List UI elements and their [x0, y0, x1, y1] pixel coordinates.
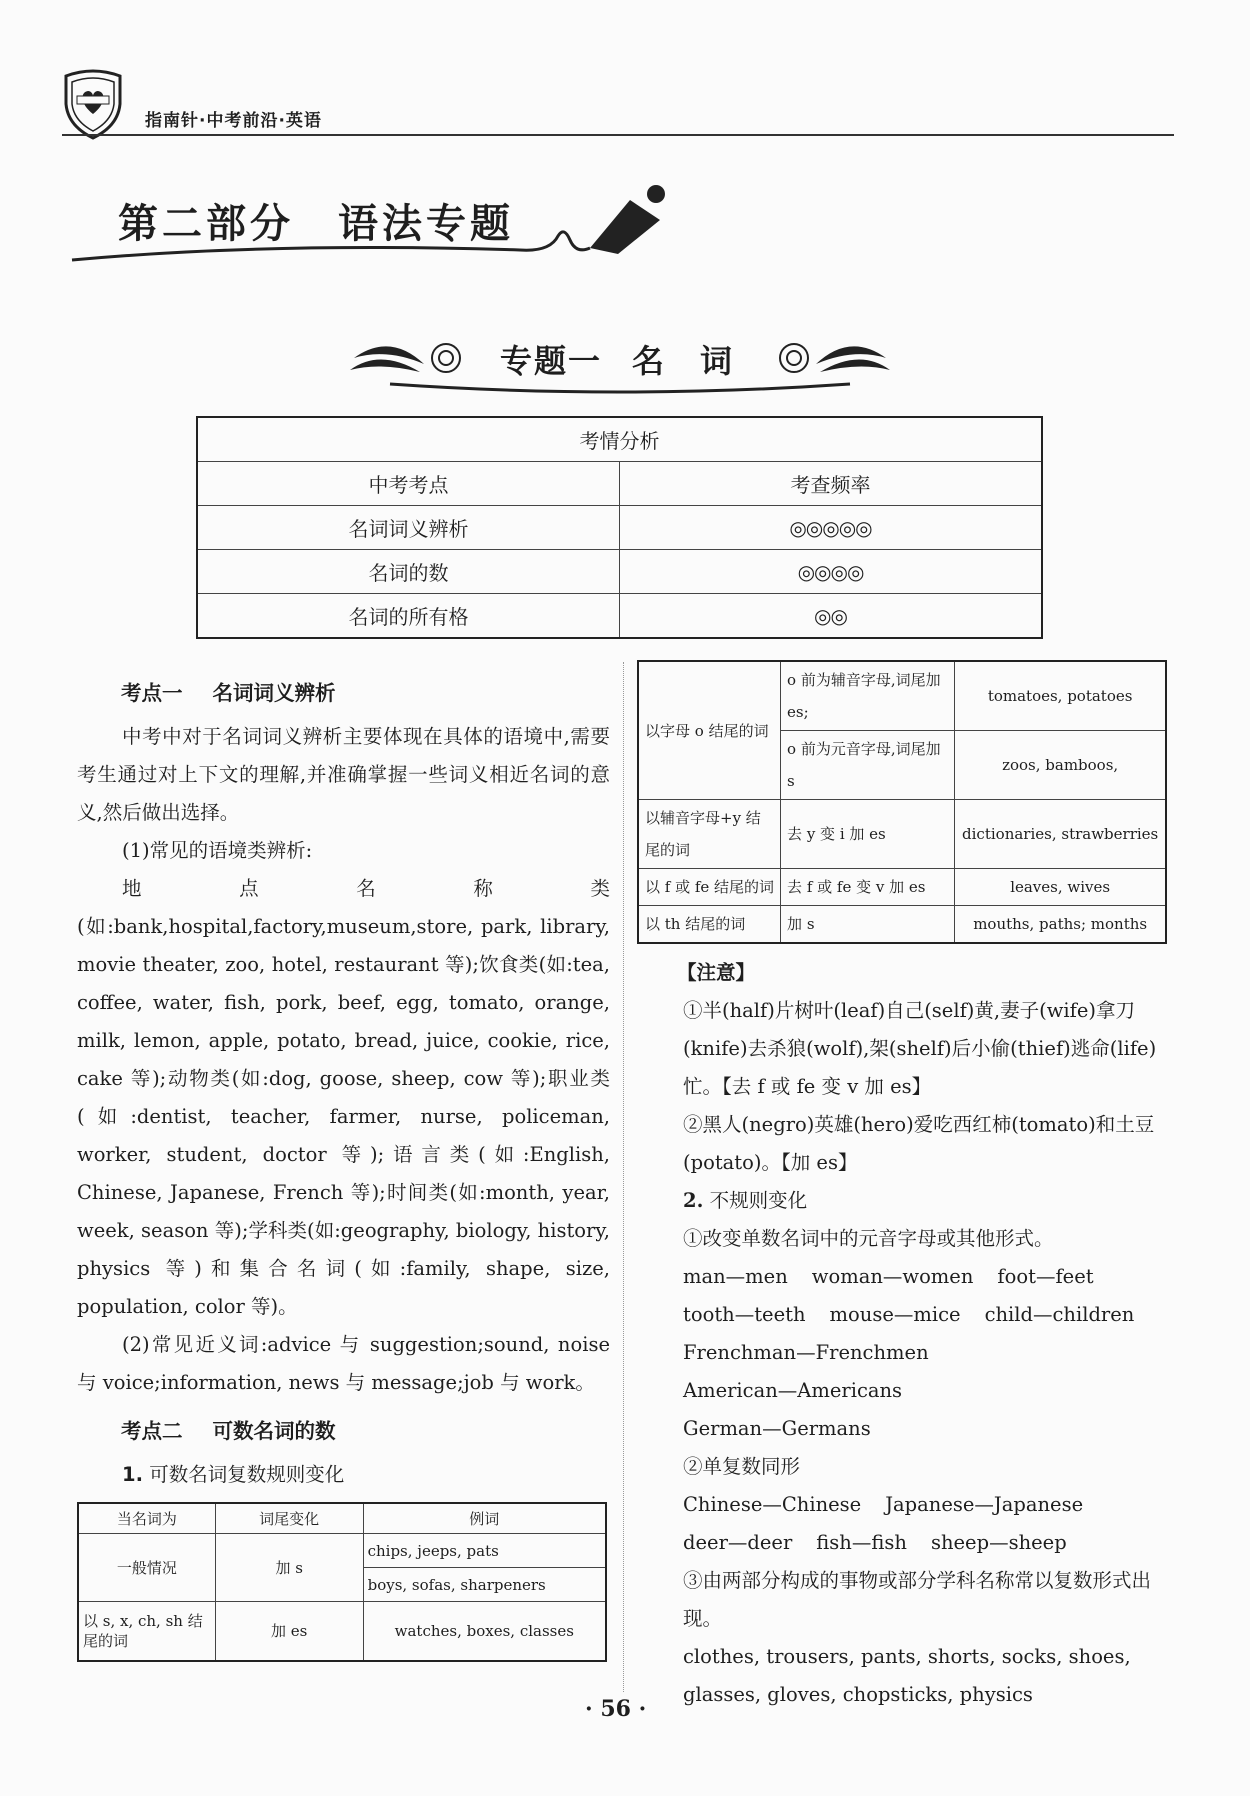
table-row	[197, 594, 1042, 639]
right-column	[637, 660, 1167, 1714]
example-cell: tomatoes, potatoes	[955, 661, 1166, 731]
column-divider	[623, 662, 624, 1692]
rule-cell: 去 f 或 fe 变 v 加 es	[781, 869, 955, 906]
list-item: Chinese—Chinese Japanese—Japanese	[683, 1493, 1084, 1516]
page-number: · 56 ·	[585, 1696, 647, 1722]
rule-cell: 去 y 变 i 加 es	[781, 800, 955, 869]
table-row	[78, 1602, 606, 1662]
list-item: man—men woman—women foot—feet	[683, 1265, 1094, 1288]
exam-analysis-table	[196, 416, 1043, 639]
shield-heart-logo-icon	[60, 68, 126, 140]
case-cell: 以 th 结尾的词	[638, 906, 781, 944]
table-row	[638, 800, 1166, 869]
intro-paragraph: 中考中对于名词词义辨析主要体现在具体的语境中,需要考生通过对上下文的理解,并准确掌握一些词义相近名词的意义,然后做出选择。	[77, 725, 610, 824]
part-name: 语法专题	[338, 201, 514, 247]
exam-point: 名词词义辨析	[197, 506, 620, 550]
header-divider	[62, 134, 1174, 136]
case-cell: 以辅音字母+y 结尾的词	[638, 800, 781, 869]
section-heading-2: 考点二 可数名词的数	[121, 1419, 336, 1443]
table-row	[197, 550, 1042, 594]
example-cell: leaves, wives	[955, 869, 1166, 906]
case-cell: 一般情况	[78, 1534, 215, 1602]
irregular-pairs-1	[637, 1258, 1167, 1448]
note-2: ②黑人(negro)英雄(hero)爱吃西红柿(tomato)和土豆(potato)。【加 es】	[683, 1113, 1155, 1174]
table-row	[78, 1534, 606, 1568]
col-header-point: 中考考点	[197, 462, 620, 506]
irregular-pairs-2	[637, 1486, 1167, 1562]
case-cell: 以 f 或 fe 结尾的词	[638, 869, 781, 906]
case-cell: 以字母 o 结尾的词	[638, 661, 781, 800]
subheading-plural-rules: 1. 可数名词复数规则变化	[122, 1463, 345, 1486]
rule-cell: 加 s	[781, 906, 955, 944]
irregular-rule-1: ①改变单数名词中的元音字母或其他形式。	[683, 1227, 1054, 1250]
left-column	[77, 664, 610, 1662]
header-title: 指南针·中考前沿·英语	[145, 111, 322, 131]
note-1: ①半(half)片树叶(leaf)自己(self)黄,妻子(wife)拿刀(knife)去杀狼(wolf),架(shelf)后小偷(thief)逃命(life)忙。【去 f 或 fe 变 v 加 es】	[683, 999, 1157, 1098]
example-cell: dictionaries, strawberries	[955, 800, 1166, 869]
example-cell: chips, jeeps, pats	[363, 1534, 606, 1568]
subheading-context: (1)常见的语境类辨析:	[122, 839, 313, 862]
rule-cell: 加 es	[215, 1602, 363, 1662]
col-header-examples: 例词	[363, 1503, 606, 1534]
topic-name: 名 词	[632, 342, 735, 380]
frequency-rating: ◎◎	[620, 594, 1043, 639]
irregular-rule-3: ③由两部分构成的事物或部分学科名称常以复数形式出现。	[683, 1569, 1152, 1630]
plural-rules-table	[77, 1502, 607, 1662]
table-row	[638, 906, 1166, 944]
frequency-rating: ◎◎◎◎◎	[620, 506, 1043, 550]
example-cell: zoos, bamboos,	[955, 731, 1166, 800]
part-number: 第二部分	[118, 201, 294, 247]
example-cell: watches, boxes, classes	[363, 1602, 606, 1662]
case-cell: 以 s, x, ch, sh 结尾的词	[78, 1602, 215, 1662]
list-item: Frenchman—FrenchmenAmerican—Americans	[683, 1341, 929, 1402]
table-row	[197, 506, 1042, 550]
exam-point: 名词的数	[197, 550, 620, 594]
frequency-rating: ◎◎◎◎	[620, 550, 1043, 594]
list-item: tooth—teeth mouse—mice child—children	[683, 1303, 1135, 1326]
rule-cell: o 前为元音字母,词尾加 s	[781, 731, 955, 800]
irregular-rule-2: ②单复数同形	[683, 1455, 801, 1478]
topic-title	[500, 336, 734, 382]
list-item: deer—deer fish—fish sheep—sheep	[683, 1531, 1067, 1554]
example-cell: boys, sofas, sharpeners	[363, 1568, 606, 1602]
col-header-frequency: 考查频率	[620, 462, 1043, 506]
list-item: German—Germans	[683, 1417, 871, 1440]
section-heading-1: 考点一 名词词义辨析	[121, 681, 336, 705]
synonyms-paragraph: (2)常见近义词:advice 与 suggestion;sound, noise 与 voice;information, news 与 message;job 与 work。	[77, 1333, 610, 1394]
subheading-irregular: 2. 不规则变化	[683, 1189, 808, 1212]
col-header-case: 当名词为	[78, 1503, 215, 1534]
rule-cell: 加 s	[215, 1534, 363, 1602]
exam-point: 名词的所有格	[197, 594, 620, 639]
irregular-examples-3: clothes, trousers, pants, shorts, socks, shoes, glasses, gloves, chopsticks, physics	[683, 1645, 1131, 1706]
plural-rules-table-continued	[637, 660, 1167, 944]
table-title: 考情分析	[197, 417, 1042, 462]
topic-number: 专题一	[500, 342, 603, 380]
table-row	[638, 661, 1166, 731]
context-paragraph: 地点名称类(如:bank,hospital,factory,museum,store, park, library, movie theater, zoo, hotel, restaurant 等);饮食类(如:tea, coffee, water, fish, pork, beef, egg, tomato, orange, milk, lemon, apple, potato, bread, juice, cookie, rice, cake 等);动物类(如:dog, goose, sheep, cow 等);职业类(如:dentist, teacher, farmer, nurse, policeman, worker, student, doctor 等);语言类(如:English, Chinese, Japanese, French 等);时间类(如:month, year, week, season 等);学科类(如:geography, biology, history, physics 等)和集合名词(如:family, shape, size, population, color 等)。	[77, 877, 610, 1318]
table-row	[638, 869, 1166, 906]
part-title	[118, 192, 514, 249]
note-heading: 【注意】	[677, 961, 756, 984]
example-cell: mouths, paths; months	[955, 906, 1166, 944]
col-header-rule: 词尾变化	[215, 1503, 363, 1534]
rule-cell: o 前为辅音字母,词尾加 es;	[781, 661, 955, 731]
